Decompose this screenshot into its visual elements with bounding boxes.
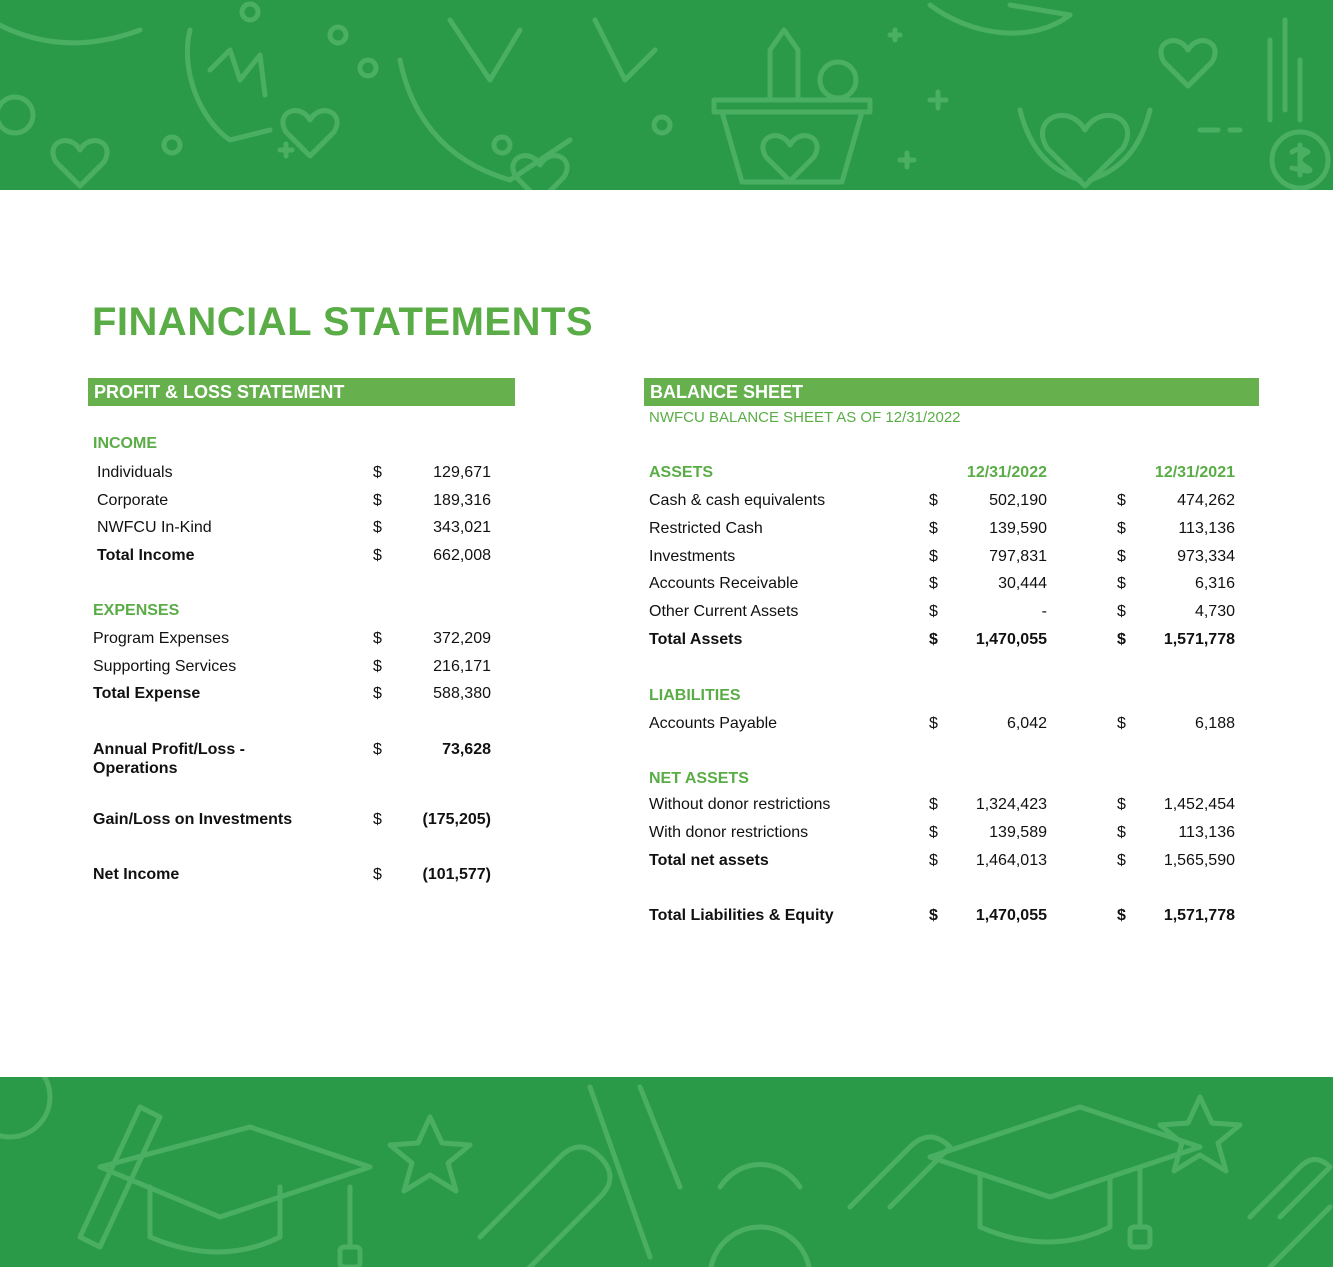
value-2021: 1,571,778 [1163, 907, 1235, 924]
currency-symbol: $ [1117, 852, 1126, 869]
currency-symbol: $ [373, 811, 382, 828]
row-label: Supporting Services [93, 657, 237, 675]
value-2021: 1,565,590 [1163, 852, 1235, 869]
doodle-pattern-top [0, 0, 1333, 190]
value-2022: 1,470,055 [975, 907, 1047, 924]
net-income-row [93, 864, 493, 886]
row-value: 129,671 [433, 464, 491, 481]
net-income-label: Net Income [93, 866, 180, 883]
annual-profit-label: Annual Profit/Loss - [93, 741, 245, 758]
currency-symbol: $ [929, 796, 938, 813]
value-2021: 474,262 [1177, 492, 1235, 509]
assets-heading-row [649, 462, 1239, 484]
value-2022: 1,324,423 [975, 796, 1047, 813]
bottom-pattern-band [0, 1077, 1333, 1267]
value-2022: 797,831 [989, 547, 1047, 565]
row-label: Total Expense [93, 685, 201, 703]
col-2021-header: 12/31/2021 [1154, 464, 1235, 481]
row-label: Cash & cash equivalents [649, 492, 826, 509]
currency-symbol: $ [929, 852, 938, 869]
value-2021: 973,334 [1177, 547, 1235, 565]
currency-symbol: $ [1117, 492, 1126, 509]
currency-symbol: $ [929, 547, 938, 565]
currency-symbol: $ [1117, 907, 1126, 924]
row-label: Total Liabilities & Equity [649, 907, 834, 924]
top-pattern-band [0, 0, 1333, 190]
currency-symbol: $ [373, 547, 382, 565]
pl-row [93, 656, 493, 678]
currency-symbol: $ [929, 907, 938, 924]
bs-row [649, 546, 1239, 568]
bs-row [649, 822, 1239, 844]
value-2022: - [1041, 603, 1047, 621]
value-2022: 1,464,013 [975, 852, 1047, 869]
currency-symbol: $ [1117, 547, 1126, 565]
row-label: Other Current Assets [649, 603, 799, 621]
doodle-pattern-bottom [0, 1077, 1333, 1267]
currency-symbol: $ [373, 519, 382, 537]
col-2022-header: 12/31/2022 [966, 464, 1047, 481]
pl-row [97, 517, 497, 539]
currency-symbol: $ [929, 824, 938, 841]
expenses-heading: EXPENSES [93, 602, 180, 619]
assets-heading: ASSETS [649, 464, 714, 481]
currency-symbol: $ [373, 657, 382, 675]
bs-header-bar: BALANCE SHEET [644, 378, 1259, 406]
gain-loss-row [93, 809, 493, 831]
bs-row [649, 601, 1239, 623]
annual-profit-row-line2 [93, 758, 493, 780]
currency-symbol: $ [373, 491, 382, 509]
bs-row [649, 518, 1239, 540]
row-value: 189,316 [433, 491, 491, 509]
currency-symbol: $ [1117, 824, 1126, 841]
currency-symbol: $ [373, 866, 382, 883]
pl-row [97, 462, 497, 484]
pl-row [93, 683, 493, 705]
net-income-value: (101,577) [422, 866, 491, 883]
value-2022: 502,190 [989, 492, 1047, 509]
currency-symbol: $ [1117, 603, 1126, 621]
net-assets-heading: NET ASSETS [649, 770, 749, 787]
value-2021: 6,188 [1194, 715, 1235, 732]
row-value: 343,021 [433, 519, 491, 537]
row-label: Total Income [97, 547, 195, 565]
row-label: NWFCU In-Kind [97, 519, 212, 537]
value-2022: 139,590 [989, 519, 1047, 537]
currency-symbol: $ [929, 492, 938, 509]
value-2021: 4,730 [1194, 603, 1235, 621]
row-label: Program Expenses [93, 630, 230, 647]
row-value: 662,008 [433, 547, 491, 565]
row-value: 588,380 [433, 685, 491, 703]
value-2021: 6,316 [1194, 575, 1235, 593]
currency-symbol: $ [1117, 519, 1126, 537]
bs-row [649, 629, 1239, 651]
value-2021: 113,136 [1178, 824, 1235, 841]
row-label: Total net assets [649, 852, 769, 869]
bs-subheader: NWFCU BALANCE SHEET AS OF 12/31/2022 [649, 409, 961, 426]
currency-symbol: $ [1117, 796, 1126, 813]
bs-row [649, 794, 1239, 816]
bs-row [649, 573, 1239, 595]
value-2021: 113,136 [1178, 519, 1235, 537]
liabilities-heading: LIABILITIES [649, 687, 741, 704]
currency-symbol: $ [373, 741, 382, 758]
gain-loss-label: Gain/Loss on Investments [93, 811, 293, 828]
bs-row [649, 905, 1239, 927]
currency-symbol: $ [929, 631, 938, 648]
row-label: With donor restrictions [649, 824, 809, 841]
value-2022: 30,444 [998, 575, 1047, 593]
bs-row [649, 713, 1239, 735]
currency-symbol: $ [373, 630, 382, 647]
bs-row [649, 490, 1239, 512]
gain-loss-value: (175,205) [422, 811, 491, 828]
pl-row [97, 490, 497, 512]
row-value: 372,209 [433, 630, 491, 647]
pl-row [97, 545, 497, 567]
value-2022: 1,470,055 [975, 631, 1047, 648]
row-value: 216,171 [433, 657, 491, 675]
currency-symbol: $ [373, 685, 382, 703]
value-2021: 1,452,454 [1163, 796, 1235, 813]
annual-profit-label-line2: Operations [93, 760, 178, 777]
row-label: Investments [649, 547, 736, 565]
income-heading: INCOME [93, 435, 157, 452]
row-label: Individuals [97, 464, 173, 481]
row-label: Without donor restrictions [649, 796, 831, 813]
row-label: Total Assets [649, 631, 743, 648]
annual-profit-value: 73,628 [442, 741, 491, 758]
currency-symbol: $ [373, 464, 382, 481]
row-label: Corporate [97, 491, 169, 509]
value-2021: 1,571,778 [1163, 631, 1235, 648]
currency-symbol: $ [929, 603, 938, 621]
row-label: Accounts Payable [649, 715, 778, 732]
bs-row [649, 850, 1239, 872]
row-label: Restricted Cash [649, 519, 763, 537]
pl-header-bar: PROFIT & LOSS STATEMENT [88, 378, 515, 406]
page-title: FINANCIAL STATEMENTS [92, 300, 594, 344]
currency-symbol: $ [1117, 575, 1126, 593]
currency-symbol: $ [1117, 715, 1126, 732]
row-label: Accounts Receivable [649, 575, 799, 593]
currency-symbol: $ [929, 575, 938, 593]
value-2022: 6,042 [1006, 715, 1047, 732]
currency-symbol: $ [929, 519, 938, 537]
value-2022: 139,589 [989, 824, 1047, 841]
pl-row [93, 628, 493, 650]
currency-symbol: $ [1117, 631, 1126, 648]
currency-symbol: $ [929, 715, 938, 732]
